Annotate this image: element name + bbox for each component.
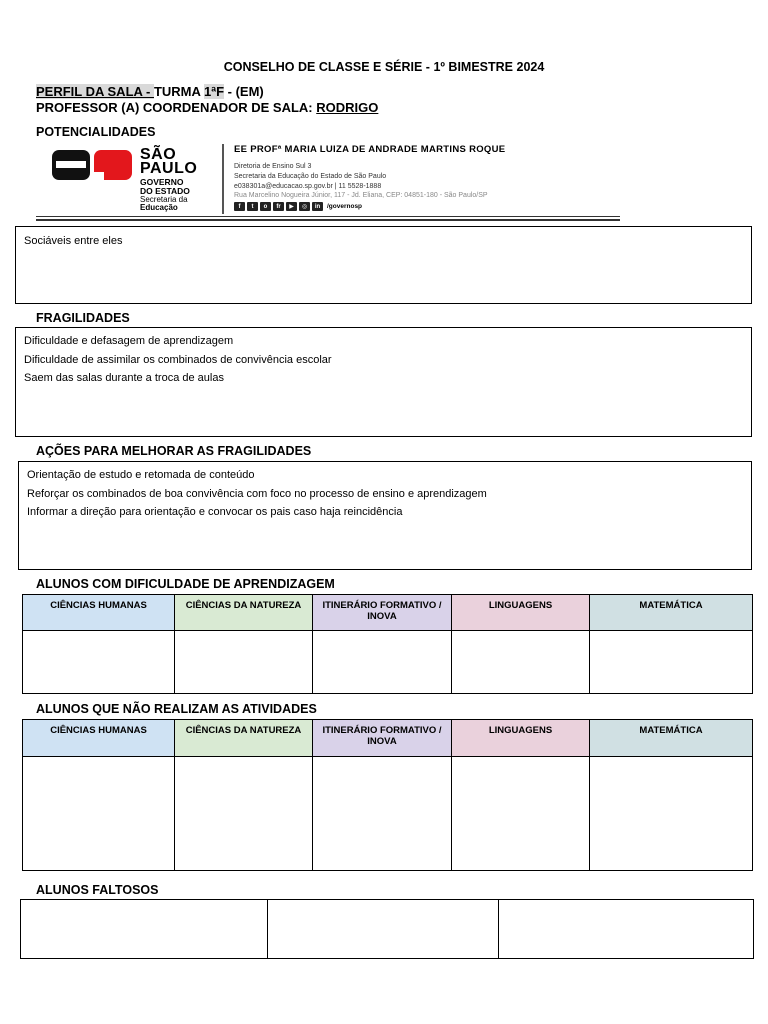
info-diretoria: Diretoria de Ensino Sul 3 xyxy=(234,163,312,170)
turma-value: 1ªF xyxy=(204,84,225,99)
cell-matematica[interactable] xyxy=(590,757,753,871)
acoes-label: AÇÕES PARA MELHORAR AS FRAGILIDADES xyxy=(36,444,312,458)
acao-item: Orientação de estudo e retomada de conteúdo xyxy=(27,469,255,481)
acoes-box[interactable] xyxy=(18,461,752,570)
faltosos-cell-1[interactable] xyxy=(21,900,268,959)
col-itinerario: ITINERÁRIO FORMATIVO / INOVA xyxy=(313,595,452,631)
turma-suffix: - (EM) xyxy=(224,84,264,99)
logo-line-2: PAULO xyxy=(140,160,198,177)
social-handle: /governosp xyxy=(327,203,363,210)
faltosos-cell-3[interactable] xyxy=(499,900,754,959)
col-linguagens: LINGUAGENS xyxy=(452,720,590,757)
nao-realizam-table xyxy=(22,719,753,871)
youtube-icon: ▶ xyxy=(286,202,297,211)
cell-ciencias-humanas[interactable] xyxy=(23,757,175,871)
potencialidade-item: Sociáveis entre eles xyxy=(24,235,123,247)
nao-realizam-input-row xyxy=(23,757,753,871)
twitter-icon: t xyxy=(247,202,258,211)
col-matematica: MATEMÁTICA xyxy=(590,720,753,757)
dificuldade-input-row xyxy=(23,631,753,694)
col-ciencias-natureza: CIÊNCIAS DA NATUREZA xyxy=(175,720,313,757)
professor-name: RODRIGO xyxy=(316,100,379,115)
perfil-line xyxy=(36,84,264,99)
professor-label: PROFESSOR (A) COORDENADOR DE SALA: xyxy=(36,100,317,115)
fragilidade-item: Dificuldade de assimilar os combinados de convivência escolar xyxy=(24,353,332,366)
info-address: Rua Marcelino Nogueira Júnior, 117 - Jd. Eliana, CEP: 04851-180 - São Paulo/SP xyxy=(234,192,488,199)
info-secretaria: Secretaria da Educação do Estado de São Paulo xyxy=(234,173,387,180)
col-linguagens: LINGUAGENS xyxy=(452,595,590,631)
school-header-banner xyxy=(36,140,620,222)
cell-ciencias-natureza[interactable] xyxy=(175,631,313,694)
col-itinerario: ITINERÁRIO FORMATIVO / INOVA xyxy=(313,720,452,757)
sec-line-1: Secretaria da xyxy=(140,195,188,204)
header-rule-thin xyxy=(36,216,620,217)
linkedin-icon: in xyxy=(312,202,323,211)
perfil-label: PERFIL DA SALA - xyxy=(36,84,154,99)
fragilidade-item: Saem das salas durante a troca de aulas xyxy=(24,372,224,384)
sp-logo xyxy=(52,150,136,180)
col-ciencias-natureza: CIÊNCIAS DA NATUREZA xyxy=(175,595,313,631)
info-contact: e038301a@educacao.sp.gov.br | 11 5528-1888 xyxy=(234,183,382,190)
page-title: CONSELHO DE CLASSE E SÉRIE - 1º BIMESTRE 2024 xyxy=(223,60,545,74)
faltosos-table xyxy=(20,899,754,959)
fragilidade-item: Dificuldade e defasagem de aprendizagem xyxy=(24,335,234,347)
gov-line-2: DO ESTADO xyxy=(140,186,190,196)
potencialidades-box[interactable] xyxy=(15,226,752,304)
cell-itinerario[interactable] xyxy=(313,757,452,871)
nao-realizam-header-row xyxy=(23,720,753,757)
header-rule-thick xyxy=(36,219,620,221)
threads-icon: ◎ xyxy=(299,202,310,211)
acao-item: Reforçar os combinados de boa convivência com foco no processo de ensino e aprendizagem xyxy=(27,487,487,500)
faltosos-cell-2[interactable] xyxy=(268,900,499,959)
acao-item: Informar a direção para orientação e convocar os pais caso haja reincidência xyxy=(27,506,403,518)
dificuldade-table xyxy=(22,594,753,694)
sp-logo-icon xyxy=(52,150,136,180)
cell-linguagens[interactable] xyxy=(452,757,590,871)
dificuldade-label: ALUNOS COM DIFICULDADE DE APRENDIZAGEM xyxy=(36,577,335,591)
secretaria-text xyxy=(140,196,188,212)
col-matematica: MATEMÁTICA xyxy=(590,595,753,631)
nao-realizam-label: ALUNOS QUE NÃO REALIZAM AS ATIVIDADES xyxy=(36,702,317,716)
sp-logo-text xyxy=(140,148,197,176)
logo-line-1: SÃO xyxy=(140,146,177,163)
fragilidades-box[interactable] xyxy=(15,327,752,437)
header-divider xyxy=(222,144,224,214)
turma-prefix: TURMA xyxy=(153,84,205,99)
fragilidades-label: FRAGILIDADES xyxy=(36,311,130,325)
potencialidades-label: POTENCIALIDADES xyxy=(36,125,156,139)
facebook-icon: f xyxy=(234,202,245,211)
social-icons xyxy=(234,202,362,211)
cell-linguagens[interactable] xyxy=(452,631,590,694)
cell-matematica[interactable] xyxy=(590,631,753,694)
professor-line xyxy=(36,100,378,115)
school-name: EE PROFª MARIA LUIZA DE ANDRADE MARTINS ROQUE xyxy=(234,144,506,155)
col-ciencias-humanas: CIÊNCIAS HUMANAS xyxy=(23,595,175,631)
cell-itinerario[interactable] xyxy=(313,631,452,694)
instagram-icon: o xyxy=(260,202,271,211)
sec-line-2: Educação xyxy=(140,203,178,212)
col-ciencias-humanas: CIÊNCIAS HUMANAS xyxy=(23,720,175,757)
flickr-icon: fr xyxy=(273,202,284,211)
gov-text xyxy=(140,178,190,196)
dificuldade-header-row xyxy=(23,595,753,631)
faltosos-label: ALUNOS FALTOSOS xyxy=(36,883,159,897)
cell-ciencias-humanas[interactable] xyxy=(23,631,175,694)
faltosos-row xyxy=(21,900,754,959)
gov-line-1: GOVERNO xyxy=(140,177,184,187)
cell-ciencias-natureza[interactable] xyxy=(175,757,313,871)
